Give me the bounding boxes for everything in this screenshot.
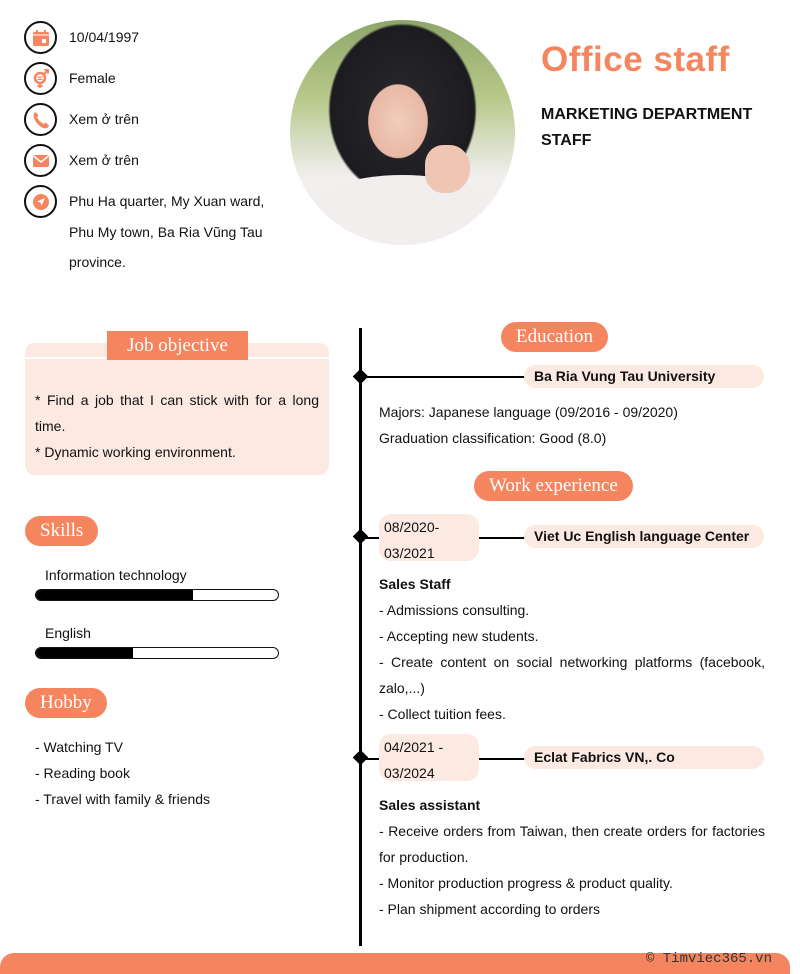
skill-name: Information technology: [45, 567, 187, 583]
contact-gender: [24, 63, 284, 104]
avatar-hand: [425, 145, 470, 193]
skill-name: English: [45, 625, 91, 641]
list-item: - Accepting new students.: [379, 628, 539, 644]
skill-bar-fill: [36, 648, 133, 658]
timeline-connector: [362, 376, 526, 378]
school-name: Ba Ria Vung Tau University: [524, 365, 764, 388]
avatar: [290, 20, 515, 245]
skill-item: [35, 624, 279, 659]
address-text: Phu Ha quarter, My Xuan ward, Phu My town, Ba Ria Vũng Tau province.: [69, 193, 265, 270]
gender-icon: [24, 62, 57, 95]
contact-info: [24, 22, 284, 270]
footer-copyright: © Timviec365.vn: [645, 951, 772, 967]
job-role: Sales assistant: [379, 797, 481, 813]
job-details: [379, 792, 765, 922]
contact-address: [24, 186, 284, 270]
skills-heading: Skills: [25, 516, 98, 546]
list-item: - Watching TV: [35, 739, 123, 755]
skill-bar-fill: [36, 590, 193, 600]
contact-email: [24, 145, 284, 186]
skill-item: [35, 566, 279, 601]
phone-icon: [24, 103, 57, 136]
hobby-list: [35, 734, 210, 812]
timeline-connector: [362, 537, 380, 539]
hobby-heading: Hobby: [25, 688, 107, 718]
list-item: - Reading book: [35, 765, 130, 781]
skill-bar: [35, 589, 279, 601]
company-name: Eclat Fabrics VN,. Co: [524, 746, 764, 769]
contact-birthday: [24, 22, 284, 63]
page-title: Office staff: [541, 40, 730, 79]
avatar-shirt: [310, 175, 495, 245]
job-role: Sales Staff: [379, 576, 451, 592]
job-date: 04/2021 - 03/2024: [379, 734, 479, 781]
objective-text: * Find a job that I can stick with for a long time. * Dynamic working environment.: [35, 392, 319, 460]
timeline-line: [359, 328, 362, 946]
phone-text: Xem ở trên: [69, 111, 139, 127]
list-item: - Receive orders from Taiwan, then create orders for factories for production.: [379, 823, 765, 865]
timeline-connector: [362, 758, 380, 760]
education-heading: Education: [501, 322, 608, 352]
list-item: - Plan shipment according to orders: [379, 901, 600, 917]
objective-heading: Job objective: [107, 331, 248, 360]
job-date: 08/2020- 03/2021: [379, 514, 479, 561]
gender-text: Female: [69, 70, 116, 86]
list-item: - Collect tuition fees.: [379, 706, 506, 722]
timeline-connector: [479, 537, 525, 539]
email-text: Xem ở trên: [69, 152, 139, 168]
list-item: - Monitor production progress & product quality.: [379, 875, 673, 891]
envelope-icon: [24, 144, 57, 177]
timeline-connector: [479, 758, 525, 760]
contact-phone: [24, 104, 284, 145]
job-details: [379, 571, 765, 727]
list-item: - Travel with family & friends: [35, 791, 211, 807]
work-heading: Work experience: [474, 471, 633, 501]
location-icon: [24, 185, 57, 218]
job-subtitle: MARKETING DEPARTMENT STAFF: [541, 106, 753, 149]
company-name: Viet Uc English language Center: [524, 525, 764, 548]
education-details: Majors: Japanese language (09/2016 - 09/2020) Graduation classification: Good (8.0): [379, 404, 678, 446]
birthday-text: 10/04/1997: [69, 29, 140, 45]
footer-bar: [0, 953, 790, 974]
skill-bar: [35, 647, 279, 659]
list-item: - Create content on social networking platforms (facebook, zalo,...): [379, 654, 765, 696]
calendar-icon: [24, 21, 57, 54]
list-item: - Admissions consulting.: [379, 602, 530, 618]
